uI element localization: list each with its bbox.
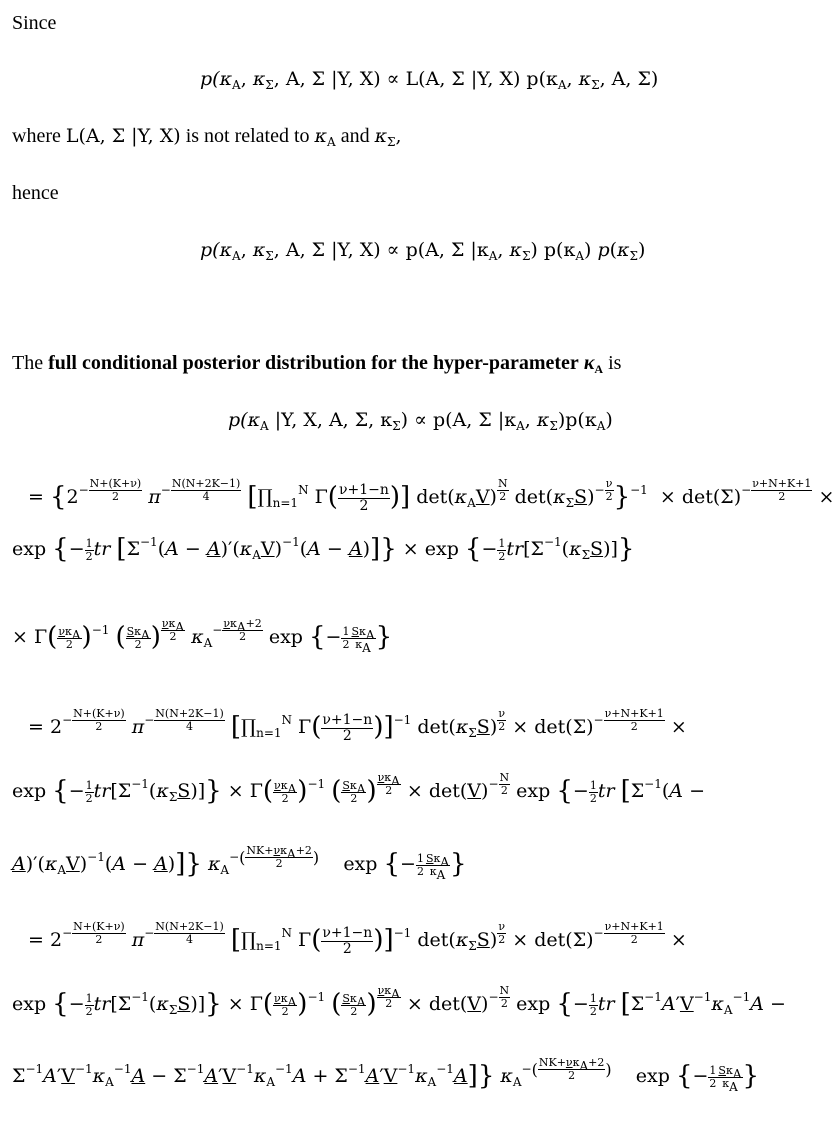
- heading-bold: full conditional posterior distribution for the hyper-parameter: [48, 352, 579, 374]
- eq1-lhs: p(κ: [200, 68, 233, 90]
- eq2-lhs: p(κ: [200, 239, 233, 261]
- expansion-3-line-3: $\Sigma^{-1}A'V^{-1}\kappa_A^{-1}A - \Sigma^{-1}A'V^{-1}\kappa_A^{-1}A + \Sigma^{-1}A'V^{-1}\kappa_A^{-1}A$]} $\kappa_A^{-( \frac{NK+\nu\kappa_A+2}{2} )}$ exp {− $\frac{1}{2}$ $\frac{S\kappa_A}{\kappa_A}$ }: [12, 1056, 760, 1094]
- where-mid: is not related to: [185, 125, 310, 147]
- heading-post: is: [603, 352, 622, 374]
- eq1-rest: , A, Σ |Y, X) ∝ L(A, Σ |Y, X) p(κ: [273, 68, 558, 90]
- expansion-1-line-1: = {$2^{- \frac{N+(K+\nu)}{2}}$ $\pi^{- \frac{N(N+2K-1)}{4}}$ [$\prod_{n=1}^N$ Γ( $\frac{\nu+1-n}{2}$ )] $\det(\kappa_AV)$ $^{\frac{N}{2}}$ $\det(\kappa_\Sigma S)^{- \frac{\nu}{2}}$ }$^{-1} \times \det(\Sigma)^{- \frac{\nu+N+K+1}{2}}$ ×: [28, 477, 835, 514]
- expansion-2-line-2: exp {− $\frac{1}{2}$ $tr[\Sigma^{-1}(\kappa_\Sigma S)]\} \times \Gamma$( $\frac{\nu\kappa_A}{2}$ )$^{-1}$ ( $\frac{S\kappa_A}{2}$ ) $^{\frac{\nu\kappa_A}{2}}$ × $\det(V)^{- \frac{N}{2}}$ exp {− $\frac{1}{2}$ tr [$\Sigma^{-1}(A$ −: [12, 771, 705, 806]
- equation-1: $p(\kappa_A$, $\kappa_\Sigma$, A, Σ |Y, X) ∝ L(A, Σ |Y, X) $p(\kappa_A$, $\kappa_\Sigma$, A, Σ): [200, 68, 659, 92]
- eq2-rest: , A, Σ |Y, X) ∝ p(A, Σ |κ: [273, 239, 489, 261]
- expansion-3-line-1: = $2^{- \frac{N+(K+\nu)}{2}}$ $\pi^{- \frac{N(N+2K-1)}{4}}$ [$\prod_{n=1}^N$ Γ( $\frac{\nu+1-n}{2}$ )]$^{-1}$ $\det(\kappa_\Sigma S)$ $^{\frac{\nu}{2}}$ × $\det(\Sigma)^{- \frac{\nu+N+K+1}{2}}$ ×: [28, 920, 687, 957]
- eq3-rest: |Y, X, A, Σ, κ: [268, 409, 393, 431]
- expansion-2-line-3: $A)'(\kappa_AV)^{-1}(A - A)$]} $\kappa_A^{-( \frac{NK+\nu\kappa_A+2}{2} )}$ exp {− $\frac{1}{2}$ $\frac{S\kappa_A}{\kappa_A}$ }: [12, 844, 467, 882]
- expansion-3-line-2: exp {− $\frac{1}{2}$ $tr[\Sigma^{-1}(\kappa_\Sigma S)]\} \times \Gamma$( $\frac{\nu\kappa_A}{2}$ )$^{-1}$ ( $\frac{S\kappa_A}{2}$ ) $^{\frac{\nu\kappa_A}{2}}$ × $\det(V)^{- \frac{N}{2}}$ exp {− $\frac{1}{2}$ tr [$\Sigma^{-1}A'V^{-1}\kappa_A^{-1}A$ −: [12, 984, 786, 1019]
- eq1-end: , A, Σ): [599, 68, 659, 90]
- eq2-end: ) p(κ: [530, 239, 576, 261]
- heading-pre: The: [12, 352, 49, 374]
- where-prefix: where: [12, 125, 61, 147]
- expansion-1-line-2: exp {− $\frac{1}{2}$ tr $[\Sigma^{-1}(A - A)'(\kappa_AV)^{-1}(A - A)]\} \times \exp$ {− $\frac{1}{2}$ $tr[\Sigma^{-1}(\kappa_\Sigma S)]$}: [12, 534, 635, 564]
- where-likelihood: L(A, Σ |Y, X): [65, 125, 181, 147]
- where-and: and: [340, 125, 370, 147]
- eq3-lhs: p(κ: [228, 409, 261, 431]
- hence-text: hence: [12, 182, 59, 204]
- since-text: Since: [12, 12, 57, 34]
- eq3-mid: ) ∝ p(A, Σ |κ: [400, 409, 517, 431]
- equation-2: $p(\kappa_A$, $\kappa_\Sigma$, A, Σ |Y, X) ∝ p(A, Σ $|\kappa_A$, $\kappa_\Sigma$) $p(\kappa_A)$ $p(\kappa_\Sigma)$: [200, 239, 646, 263]
- where-sentence: where L(A, Σ |Y, X) is not related to $\kappa_A$ and $\kappa_\Sigma$,: [12, 125, 402, 149]
- expansion-1-line-3: × Γ( $\frac{\nu\kappa_A}{2}$ )$^{-1}$ ( $\frac{S\kappa_A}{2}$ ) $^{\frac{\nu\kappa_A}{2}}$ $\kappa_A^{- \frac{\nu\kappa_A+2}{2}}$ exp {− $\frac{1}{2}$ $\frac{S\kappa_A}{\kappa_A}$ }: [12, 617, 393, 655]
- expansion-2-line-1: = $2^{- \frac{N+(K+\nu)}{2}}$ $\pi^{- \frac{N(N+2K-1)}{4}}$ [$\prod_{n=1}^N$ Γ( $\frac{\nu+1-n}{2}$ )]$^{-1}$ $\det(\kappa_\Sigma S)$ $^{\frac{\nu}{2}}$ × $\det(\Sigma)^{- \frac{\nu+N+K+1}{2}}$ ×: [28, 707, 687, 744]
- equation-3: $p(\kappa_A$ |Y, X, A, Σ, $\kappa_\Sigma) \propto p(A$, Σ $|\kappa_A$, $\kappa_\Sigma)p(\kappa_A)$: [228, 409, 613, 433]
- eq3-end: )p(κ: [557, 409, 597, 431]
- section-heading: The full conditional posterior distribution for the hyper-parameter $\kappa_A$ is: [12, 352, 622, 376]
